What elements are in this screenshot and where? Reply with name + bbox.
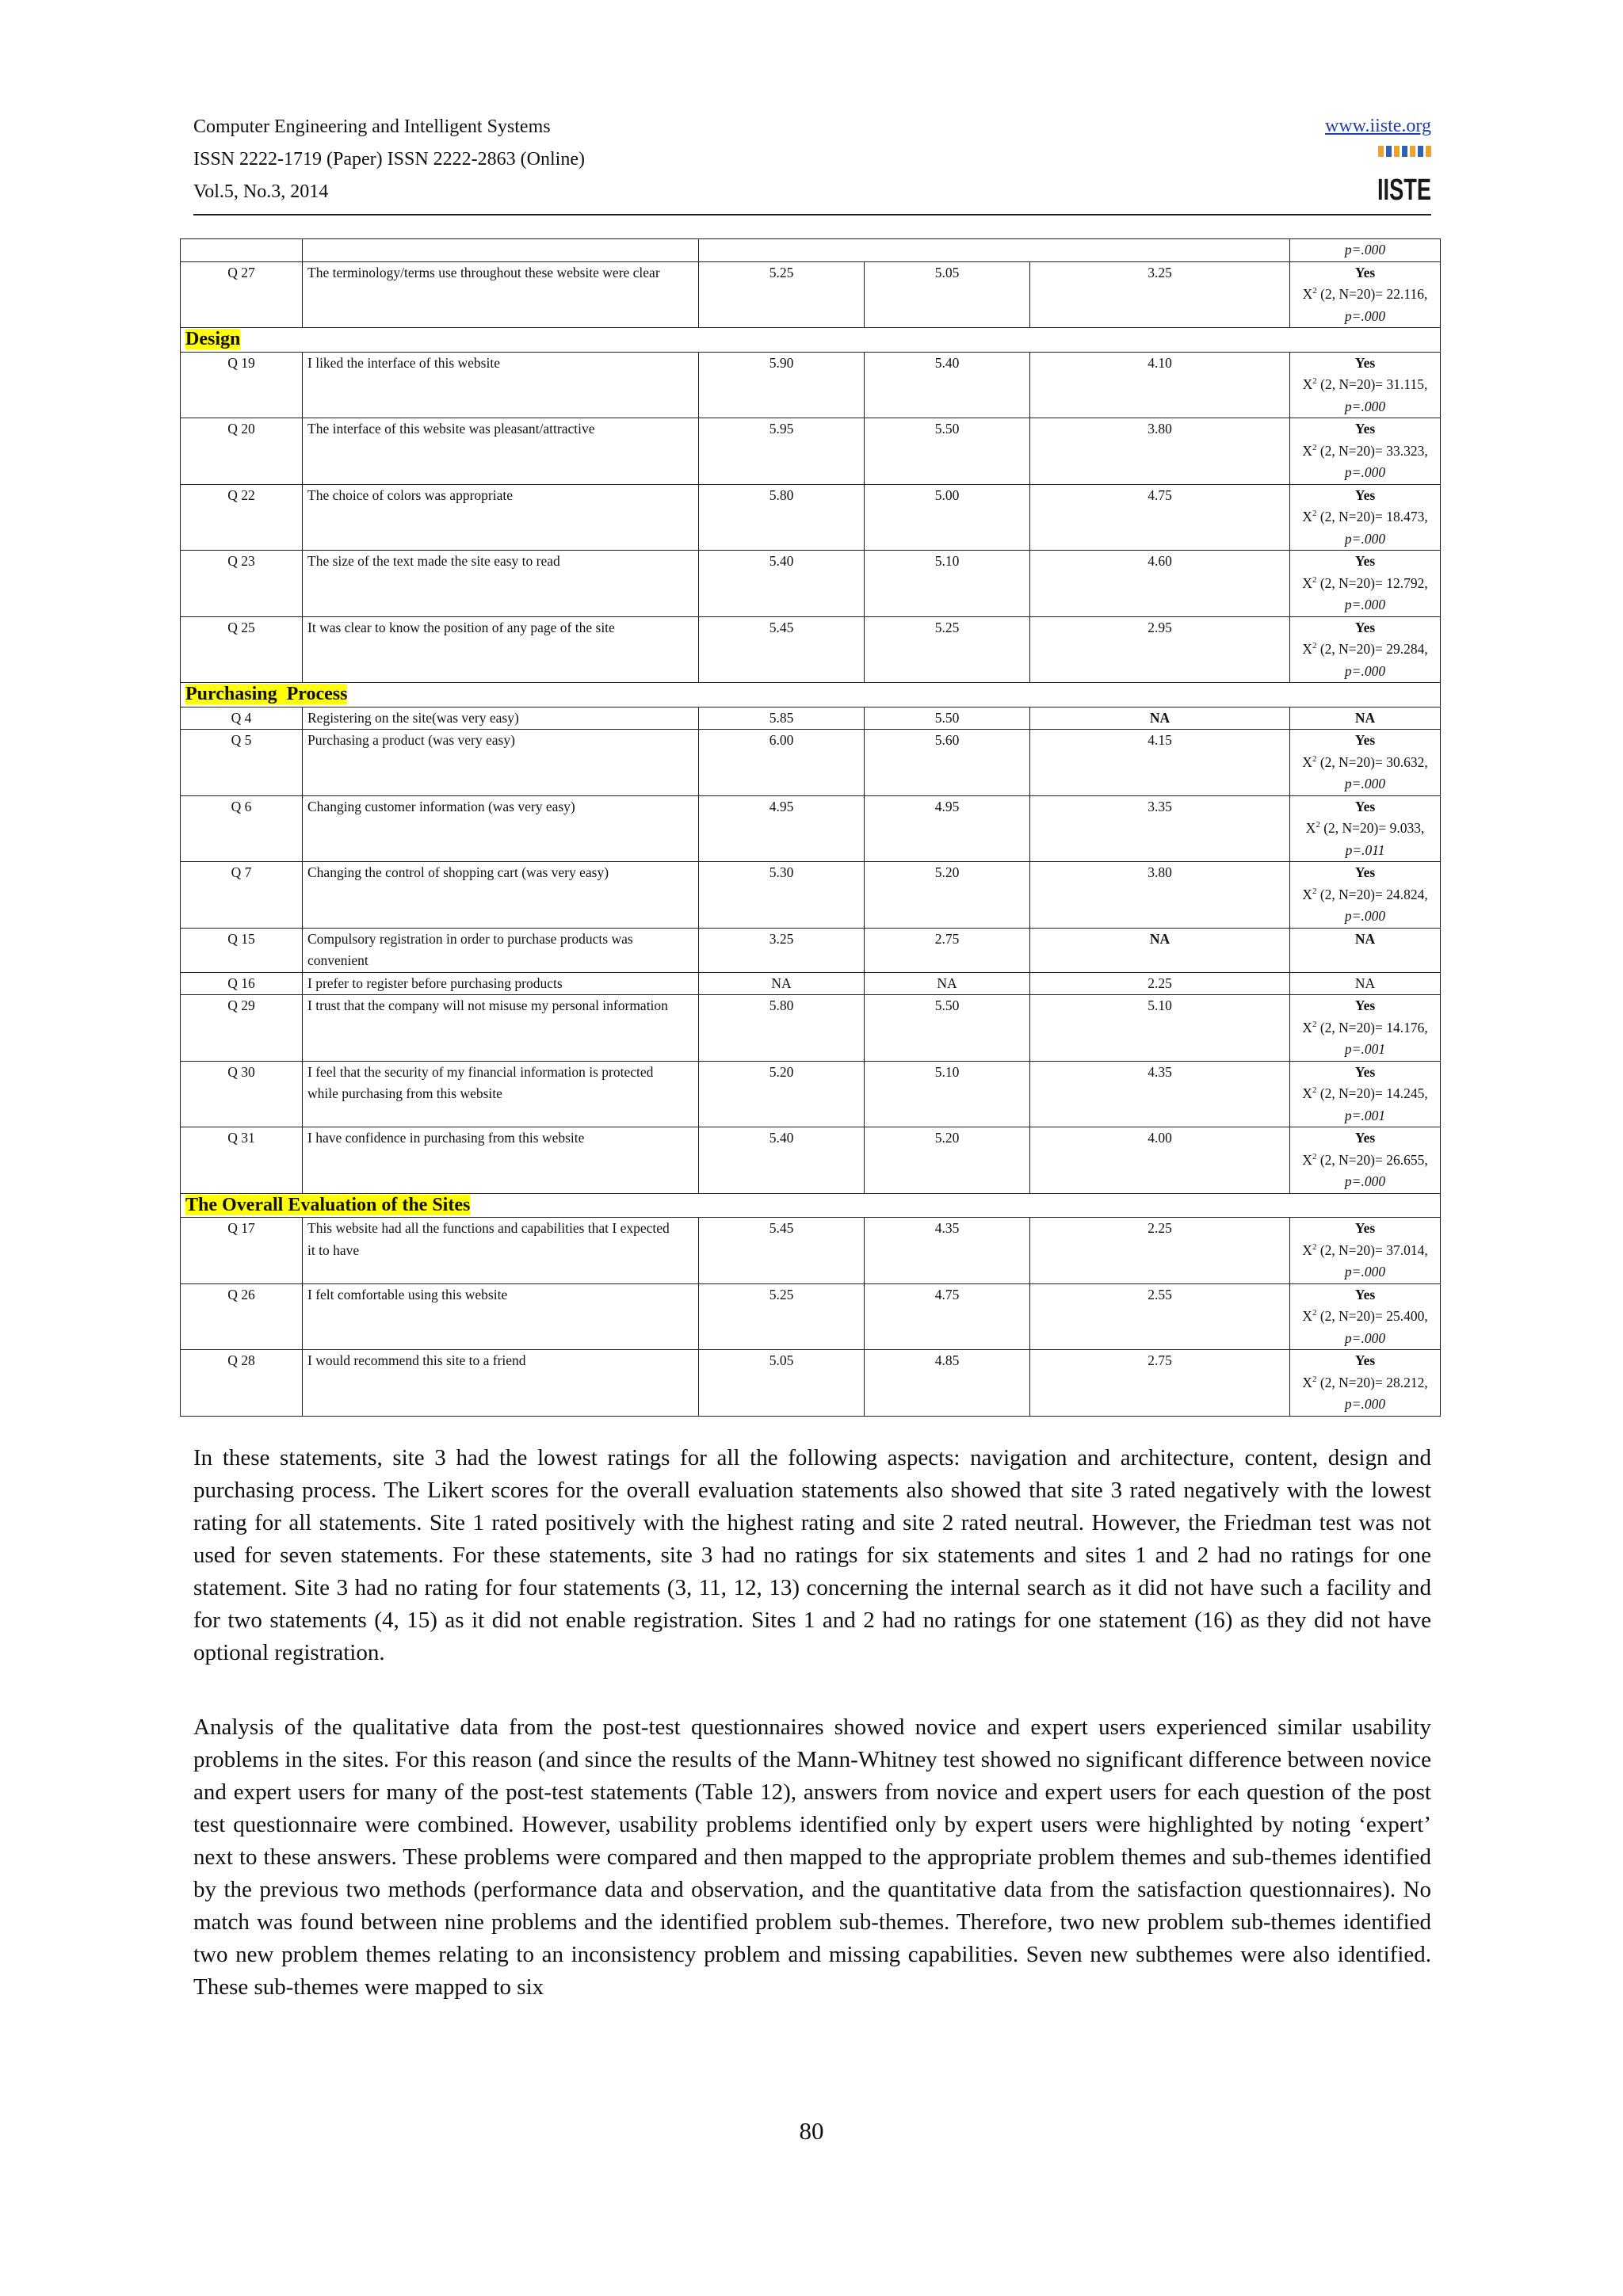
statement-text: Changing the control of shopping cart (was very easy): [307, 864, 609, 880]
q-cell: Q 27: [181, 261, 303, 328]
chi-square-value: (2, N=20)= 24.824,: [1319, 886, 1428, 902]
statement-cell: [303, 616, 699, 683]
test-cell: [1290, 928, 1441, 972]
volume-line: Vol.5, No.3, 2014: [193, 181, 329, 202]
site1-mean: 6.00: [699, 730, 865, 796]
statement-text: The size of the text made the site easy to read: [307, 553, 560, 569]
site1-mean: 5.80: [699, 484, 865, 551]
svg-text:IISTE: IISTE: [1377, 174, 1431, 207]
chi-square: $X^2$ (2, N=20)= 24.824,: [1302, 886, 1428, 902]
statement-cell: [303, 484, 699, 551]
significance: Yes: [1354, 1063, 1376, 1080]
q-cell: Q 25: [181, 616, 303, 683]
chi-square: $X^2$ (2, N=20)= 25.400,: [1302, 1308, 1428, 1324]
site2-mean: 5.10: [865, 551, 1030, 617]
test-cell: [1290, 261, 1441, 328]
p-value: p=.000: [1344, 662, 1386, 679]
table-row: [181, 616, 1441, 683]
test-cell: [1290, 1350, 1441, 1417]
significance: Yes: [1354, 553, 1376, 569]
test-cell: [1290, 1127, 1441, 1194]
p-value: p=.011: [1345, 841, 1385, 858]
chi-square-value: (2, N=20)= 28.212,: [1319, 1374, 1428, 1390]
table-row: [181, 972, 1441, 995]
statement-cell: [303, 352, 699, 418]
p-value: p=.001: [1344, 1107, 1386, 1123]
paragraph: In these statements, site 3 had the lowest ratings for all the following aspects: navigation and architecture, content, design and purchasing process. The Likert scores for the overall evaluation statements also showed that site 3 rated negatively with the lowest rating for all statements. Site 1 rated positively with the highest rating and site 2 rated neutral. However, the Friedman test was not used for seven statements. For these statements, site 3 had no ratings for six statements and sites 1 and 2 had no ratings for one statement. Site 3 had no rating for four statements (3, 11, 12, 13) concerning the internal search as it did not have such a facility and for two statements (4, 15) as it did not enable registration. Sites 1 and 2 had no ratings for one statement (16) as they did not have optional registration.: [193, 1445, 1431, 1665]
chi-square-value: (2, N=20)= 22.116,: [1320, 286, 1428, 302]
chi-square-value: (2, N=20)= 12.792,: [1319, 574, 1428, 591]
statement-cell: [303, 1061, 699, 1127]
table-row: [181, 484, 1441, 551]
chi-square: $X^2$ (2, N=20)= 37.014,: [1302, 1241, 1428, 1258]
page-number: 80: [799, 2117, 824, 2145]
test-cell: [1290, 1283, 1441, 1350]
site2-mean: 5.10: [865, 1061, 1030, 1127]
site1-mean: 5.25: [699, 1283, 865, 1350]
table-row: [181, 1350, 1441, 1417]
statement-cell: [303, 1127, 699, 1194]
p-value: p=.000: [1344, 398, 1386, 414]
site1-mean: 5.40: [699, 1127, 865, 1194]
table-row: [181, 707, 1441, 730]
q-cell: Q 22: [181, 484, 303, 551]
statement-text: I felt comfortable using this website: [307, 1286, 508, 1302]
site2-mean: 5.05: [865, 261, 1030, 328]
significance: Yes: [1354, 1220, 1376, 1236]
test-cell: [1290, 795, 1441, 862]
statement-text: Registering on the site(was very easy): [307, 709, 519, 726]
section-heading: The Overall Evaluation of the Sites: [185, 1194, 471, 1215]
chi-square: $X^2$ (2, N=20)= 9.033,: [1305, 820, 1425, 836]
chi-square-value: (2, N=20)= 25.400,: [1319, 1308, 1428, 1324]
journal-title: Computer Engineering and Intelligent Systems: [193, 116, 551, 137]
chi-square-value: (2, N=20)= 31.115,: [1320, 376, 1428, 392]
statement-cell: [303, 418, 699, 485]
site3-mean: 3.35: [1030, 795, 1290, 862]
chi-square: $X^2$ (2, N=20)= 12.792,: [1302, 574, 1428, 591]
statement-text: I prefer to register before purchasing products: [307, 974, 563, 991]
site1-mean: 5.85: [699, 707, 865, 730]
statement-cell: [303, 261, 699, 328]
test-cell: [1290, 484, 1441, 551]
table-row: [181, 730, 1441, 796]
p-value: p=.000: [1344, 908, 1386, 924]
q-cell: Q 7: [181, 862, 303, 929]
site2-mean: 4.75: [865, 1283, 1030, 1350]
iiste-logo: [1376, 144, 1433, 207]
significance: Yes: [1354, 1286, 1376, 1302]
table-row: [181, 551, 1441, 617]
test-cell: [1290, 972, 1441, 995]
site3-mean: 3.80: [1030, 862, 1290, 929]
site2-mean: 4.95: [865, 795, 1030, 862]
test-cell: [1290, 707, 1441, 730]
significance: Yes: [1354, 264, 1376, 280]
p-value: p=.000: [1344, 1173, 1386, 1189]
chi-square-value: (2, N=20)= 29.284,: [1319, 641, 1428, 657]
section-heading: Purchasing Process: [185, 684, 348, 704]
p-value: p=.000: [1344, 242, 1386, 257]
site2-mean: 5.50: [865, 995, 1030, 1062]
statement-text: This website had all the functions and capabilities that I expected it to have: [307, 1220, 670, 1258]
section-row: [181, 1193, 1441, 1218]
site3-mean: 4.10: [1030, 352, 1290, 418]
statement-text: The choice of colors was appropriate: [307, 486, 513, 503]
q-cell: Q 6: [181, 795, 303, 862]
site2-mean: 2.75: [865, 928, 1030, 972]
chi-square-value: (2, N=20)= 33.323,: [1319, 442, 1428, 459]
not-applicable: NA: [1354, 930, 1376, 947]
test-cell: [1290, 1218, 1441, 1284]
site3-mean: 2.55: [1030, 1283, 1290, 1350]
site3-mean: 3.25: [1030, 261, 1290, 328]
q-cell: Q 29: [181, 995, 303, 1062]
q-cell: Q 15: [181, 928, 303, 972]
site2-mean: 5.00: [865, 484, 1030, 551]
q-cell: Q 30: [181, 1061, 303, 1127]
significance: Yes: [1354, 486, 1376, 503]
site3-mean: 2.25: [1030, 972, 1290, 995]
statement-cell: [303, 795, 699, 862]
chi-square: $X^2$ (2, N=20)= 14.176,: [1302, 1019, 1428, 1035]
not-applicable: NA: [1354, 974, 1376, 991]
statement-text: I trust that the company will not misuse my personal information: [307, 997, 668, 1013]
table-row: [181, 1283, 1441, 1350]
statement-text: I have confidence in purchasing from this website: [307, 1130, 585, 1146]
significance: Yes: [1354, 798, 1376, 814]
q-cell: Q 28: [181, 1350, 303, 1417]
q-cell: Q 19: [181, 352, 303, 418]
site1-mean: 5.45: [699, 1218, 865, 1284]
table-row: [181, 795, 1441, 862]
site2-mean: 5.50: [865, 707, 1030, 730]
site1-mean: NA: [699, 972, 865, 995]
test-cell: [1290, 862, 1441, 929]
section-heading: Design: [185, 329, 241, 349]
issn-line: ISSN 2222-1719 (Paper) ISSN 2222-2863 (Online): [193, 149, 585, 170]
table-row: [181, 239, 1441, 262]
paragraph: Analysis of the qualitative data from the post-test questionnaires showed novice and expert users experienced similar usability problems in the sites. For this reason (and since the results of the Mann-Whitney test showed no significant difference between novice and expert users for many of the post-test statements (Table 12), answers from novice and expert users for each question of the post test questionnaire were combined. However, usability problems identified only by expert users were highlighted by noting ‘expert’ next to these answers. These problems were compared and then mapped to the appropriate problem themes and sub-themes identified by the previous two methods (performance data and observation, and the quantitative data from the satisfaction questionnaires). No match was found between nine problems and the identified problem sub-themes. Therefore, two new problem sub-themes identified two new problem themes relating to an inconsistency problem and missing capabilities. Seven new subthemes were also identified. These sub-themes were mapped to six: [193, 1714, 1431, 2000]
site1-mean: 5.20: [699, 1061, 865, 1127]
p-value: p=.000: [1344, 464, 1386, 480]
site1-mean: 5.90: [699, 352, 865, 418]
statement-text: It was clear to know the position of any page of the site: [307, 619, 615, 635]
statement-text: I liked the interface of this website: [307, 354, 500, 371]
site2-mean: 5.60: [865, 730, 1030, 796]
p-value: p=.000: [1344, 307, 1386, 324]
table-row: [181, 1127, 1441, 1194]
statement-text: I feel that the security of my financial information is protected while purchasing from this website: [307, 1063, 654, 1101]
test-cell: [1290, 418, 1441, 485]
p-value: p=.000: [1344, 1329, 1386, 1346]
table-row: [181, 995, 1441, 1062]
q-cell: Q 4: [181, 707, 303, 730]
q-cell: Q 17: [181, 1218, 303, 1284]
significance: Yes: [1354, 864, 1376, 880]
significance: Yes: [1354, 997, 1376, 1013]
statement-cell: [303, 928, 699, 972]
significance: Yes: [1354, 1352, 1376, 1368]
p-value: p=.000: [1344, 776, 1386, 791]
site1-mean: 5.45: [699, 616, 865, 683]
site3-mean: 4.00: [1030, 1127, 1290, 1194]
site2-mean: 5.25: [865, 616, 1030, 683]
statement-cell: [303, 995, 699, 1062]
chi-square-value: (2, N=20)= 30.632,: [1319, 753, 1428, 770]
section-row: [181, 683, 1441, 707]
chi-square: $X^2$ (2, N=20)= 30.632,: [1302, 753, 1428, 770]
test-cell: [1290, 1061, 1441, 1127]
chi-square: $X^2$ (2, N=20)= 28.212,: [1302, 1374, 1428, 1390]
significance: Yes: [1354, 421, 1376, 437]
chi-square-value: (2, N=20)= 14.245,: [1319, 1085, 1428, 1101]
site3-mean: 4.35: [1030, 1061, 1290, 1127]
table-row: [181, 352, 1441, 418]
chi-square: $X^2$ (2, N=20)= 33.323,: [1302, 442, 1428, 459]
statement-text: Changing customer information (was very easy): [307, 798, 575, 814]
statement-cell: [303, 1283, 699, 1350]
section-cell: [181, 328, 1441, 353]
table-row: [181, 1061, 1441, 1127]
site2-mean: 4.85: [865, 1350, 1030, 1417]
site3-mean: NA: [1030, 928, 1290, 972]
test-cell: [1290, 551, 1441, 617]
statement-cell: [303, 730, 699, 796]
statement-text: Compulsory registration in order to purchase products was convenient: [307, 930, 633, 968]
chi-square: $X^2$ (2, N=20)= 31.115,: [1302, 376, 1428, 392]
chi-square-value: (2, N=20)= 9.033,: [1323, 820, 1425, 836]
table-row: [181, 261, 1441, 328]
statement-cell: [303, 707, 699, 730]
statement-cell: [303, 862, 699, 929]
q-cell: Q 5: [181, 730, 303, 796]
q-cell: Q 23: [181, 551, 303, 617]
p-value: p=.001: [1344, 1041, 1386, 1057]
significance: Yes: [1354, 619, 1376, 635]
site2-mean: 5.40: [865, 352, 1030, 418]
site1-mean: 4.95: [699, 795, 865, 862]
chi-square-value: (2, N=20)= 14.176,: [1319, 1019, 1428, 1035]
chi-square: $X^2$ (2, N=20)= 22.116,: [1302, 286, 1428, 302]
site2-mean: 5.20: [865, 1127, 1030, 1194]
statement-text: The interface of this website was pleasant/attractive: [307, 421, 595, 437]
test-cell: [1290, 239, 1441, 262]
statement-text: The terminology/terms use throughout these website were clear: [307, 264, 660, 280]
site3-mean: 4.60: [1030, 551, 1290, 617]
significance: Yes: [1354, 732, 1376, 748]
statement-cell: [303, 1350, 699, 1417]
q-cell: Q 31: [181, 1127, 303, 1194]
p-value: p=.000: [1344, 530, 1386, 547]
table-row: [181, 1218, 1441, 1284]
site3-mean: 4.15: [1030, 730, 1290, 796]
site3-mean: 2.75: [1030, 1350, 1290, 1417]
q-cell: Q 16: [181, 972, 303, 995]
q-cell: [181, 239, 303, 262]
statement-cell: [303, 1218, 699, 1284]
site1-mean: 3.25: [699, 928, 865, 972]
site3-mean: 5.10: [1030, 995, 1290, 1062]
site3-mean: 4.75: [1030, 484, 1290, 551]
site1-mean: 5.30: [699, 862, 865, 929]
journal-url-link[interactable]: www.iiste.org: [1325, 116, 1431, 136]
statement-text: I would recommend this site to a friend: [307, 1352, 526, 1368]
p-value: p=.000: [1344, 597, 1386, 612]
significance: Yes: [1354, 1130, 1376, 1146]
test-cell: [1290, 352, 1441, 418]
site1-mean: 5.95: [699, 418, 865, 485]
header-rule: [193, 214, 1431, 215]
chi-square-value: (2, N=20)= 26.655,: [1319, 1151, 1428, 1168]
test-cell: [1290, 730, 1441, 796]
p-value: p=.000: [1344, 1396, 1386, 1412]
test-cell: [1290, 995, 1441, 1062]
not-applicable: NA: [1354, 709, 1376, 726]
statement-cell: [303, 972, 699, 995]
site2-mean: 5.50: [865, 418, 1030, 485]
section-cell: [181, 683, 1441, 707]
section-cell: [181, 1193, 1441, 1218]
site2-mean: 5.20: [865, 862, 1030, 929]
chi-square-value: (2, N=20)= 18.473,: [1319, 509, 1428, 524]
statement-cell: [303, 239, 699, 262]
site3-mean: 2.95: [1030, 616, 1290, 683]
table-row: [181, 862, 1441, 929]
site2-mean: NA: [865, 972, 1030, 995]
section-row: [181, 328, 1441, 353]
results-table: [180, 238, 1441, 1417]
chi-square: $X^2$ (2, N=20)= 26.655,: [1302, 1151, 1428, 1168]
site3-mean: 2.25: [1030, 1218, 1290, 1284]
site1-mean: 5.80: [699, 995, 865, 1062]
site1-mean: 5.40: [699, 551, 865, 617]
site3-mean: 3.80: [1030, 418, 1290, 485]
table-row: [181, 418, 1441, 485]
statement-text: Purchasing a product (was very easy): [307, 732, 515, 748]
statement-cell: [303, 551, 699, 617]
test-cell: [1290, 616, 1441, 683]
q-cell: Q 26: [181, 1283, 303, 1350]
site1-mean: 5.25: [699, 261, 865, 328]
p-value: p=.000: [1344, 1264, 1386, 1280]
chi-square-value: (2, N=20)= 37.014,: [1319, 1241, 1428, 1258]
site1-mean: 5.05: [699, 1350, 865, 1417]
chi-square: $X^2$ (2, N=20)= 29.284,: [1302, 641, 1428, 657]
table-row: [181, 928, 1441, 972]
site3-mean: NA: [1030, 707, 1290, 730]
q-cell: Q 20: [181, 418, 303, 485]
chi-square: $X^2$ (2, N=20)= 14.245,: [1302, 1085, 1428, 1101]
site2-mean: 4.35: [865, 1218, 1030, 1284]
significance: Yes: [1354, 354, 1376, 371]
chi-square: $X^2$ (2, N=20)= 18.473,: [1302, 509, 1428, 524]
